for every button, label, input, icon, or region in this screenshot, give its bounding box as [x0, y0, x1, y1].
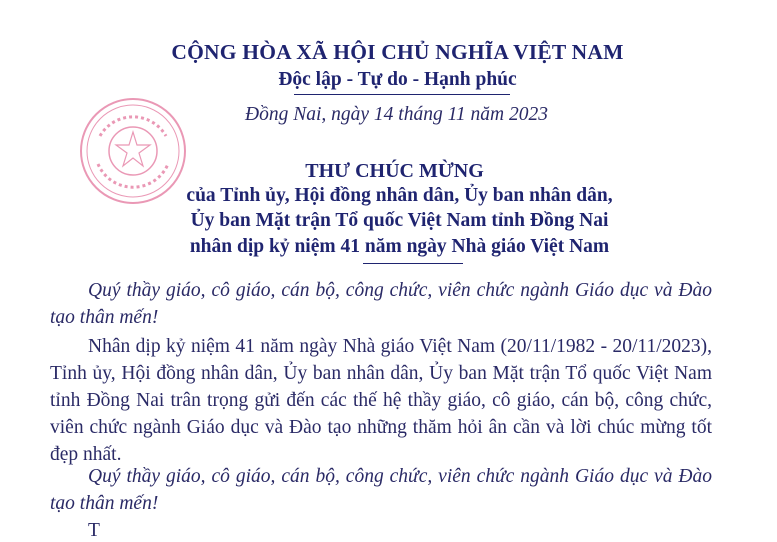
greeting-paragraph-2: Quý thầy giáo, cô giáo, cán bộ, công chức, viên chức ngành Giáo dục và Đào tạo thân mến!	[50, 466, 712, 514]
subtitle-line-2: Ủy ban Mặt trận Tổ quốc Việt Nam tỉnh Đồng Nai	[190, 210, 609, 231]
motto-underline	[294, 94, 510, 95]
document-title: THƯ CHÚC MỪNG	[305, 160, 484, 182]
partial-next-line: T	[88, 520, 100, 541]
title-underline	[363, 263, 463, 264]
country-heading: CỘNG HÒA XÃ HỘI CHỦ NGHĨA VIỆT NAM	[171, 40, 624, 64]
motto-heading: Độc lập - Tự do - Hạnh phúc	[278, 69, 517, 90]
place-and-date: Đồng Nai, ngày 14 tháng 11 năm 2023	[245, 104, 548, 125]
greeting-paragraph-1: Quý thầy giáo, cô giáo, cán bộ, công chức, viên chức ngành Giáo dục và Đào tạo thân mến!	[50, 280, 712, 328]
subtitle-line-1: của Tỉnh ủy, Hội đồng nhân dân, Ủy ban nhân dân,	[186, 185, 613, 206]
subtitle-line-3: nhân dịp kỷ niệm 41 năm ngày Nhà giáo Việt Nam	[189, 236, 610, 257]
body-paragraph-1: Nhân dịp kỷ niệm 41 năm ngày Nhà giáo Việt Nam (20/11/1982 - 20/11/2023), Tỉnh ủy, Hội đồng nhân dân, Ủy ban nhân dân, Ủy ban Mặt trận Tổ quốc Việt Nam tỉnh Đồng Nai trân trọng gửi đến các thế hệ thầy giáo, cô giáo, cán bộ, công chức, viên chức ngành Giáo dục và Đào tạo những thăm hỏi ân cần và lời chúc mừng tốt đẹp nhất.	[50, 336, 712, 465]
